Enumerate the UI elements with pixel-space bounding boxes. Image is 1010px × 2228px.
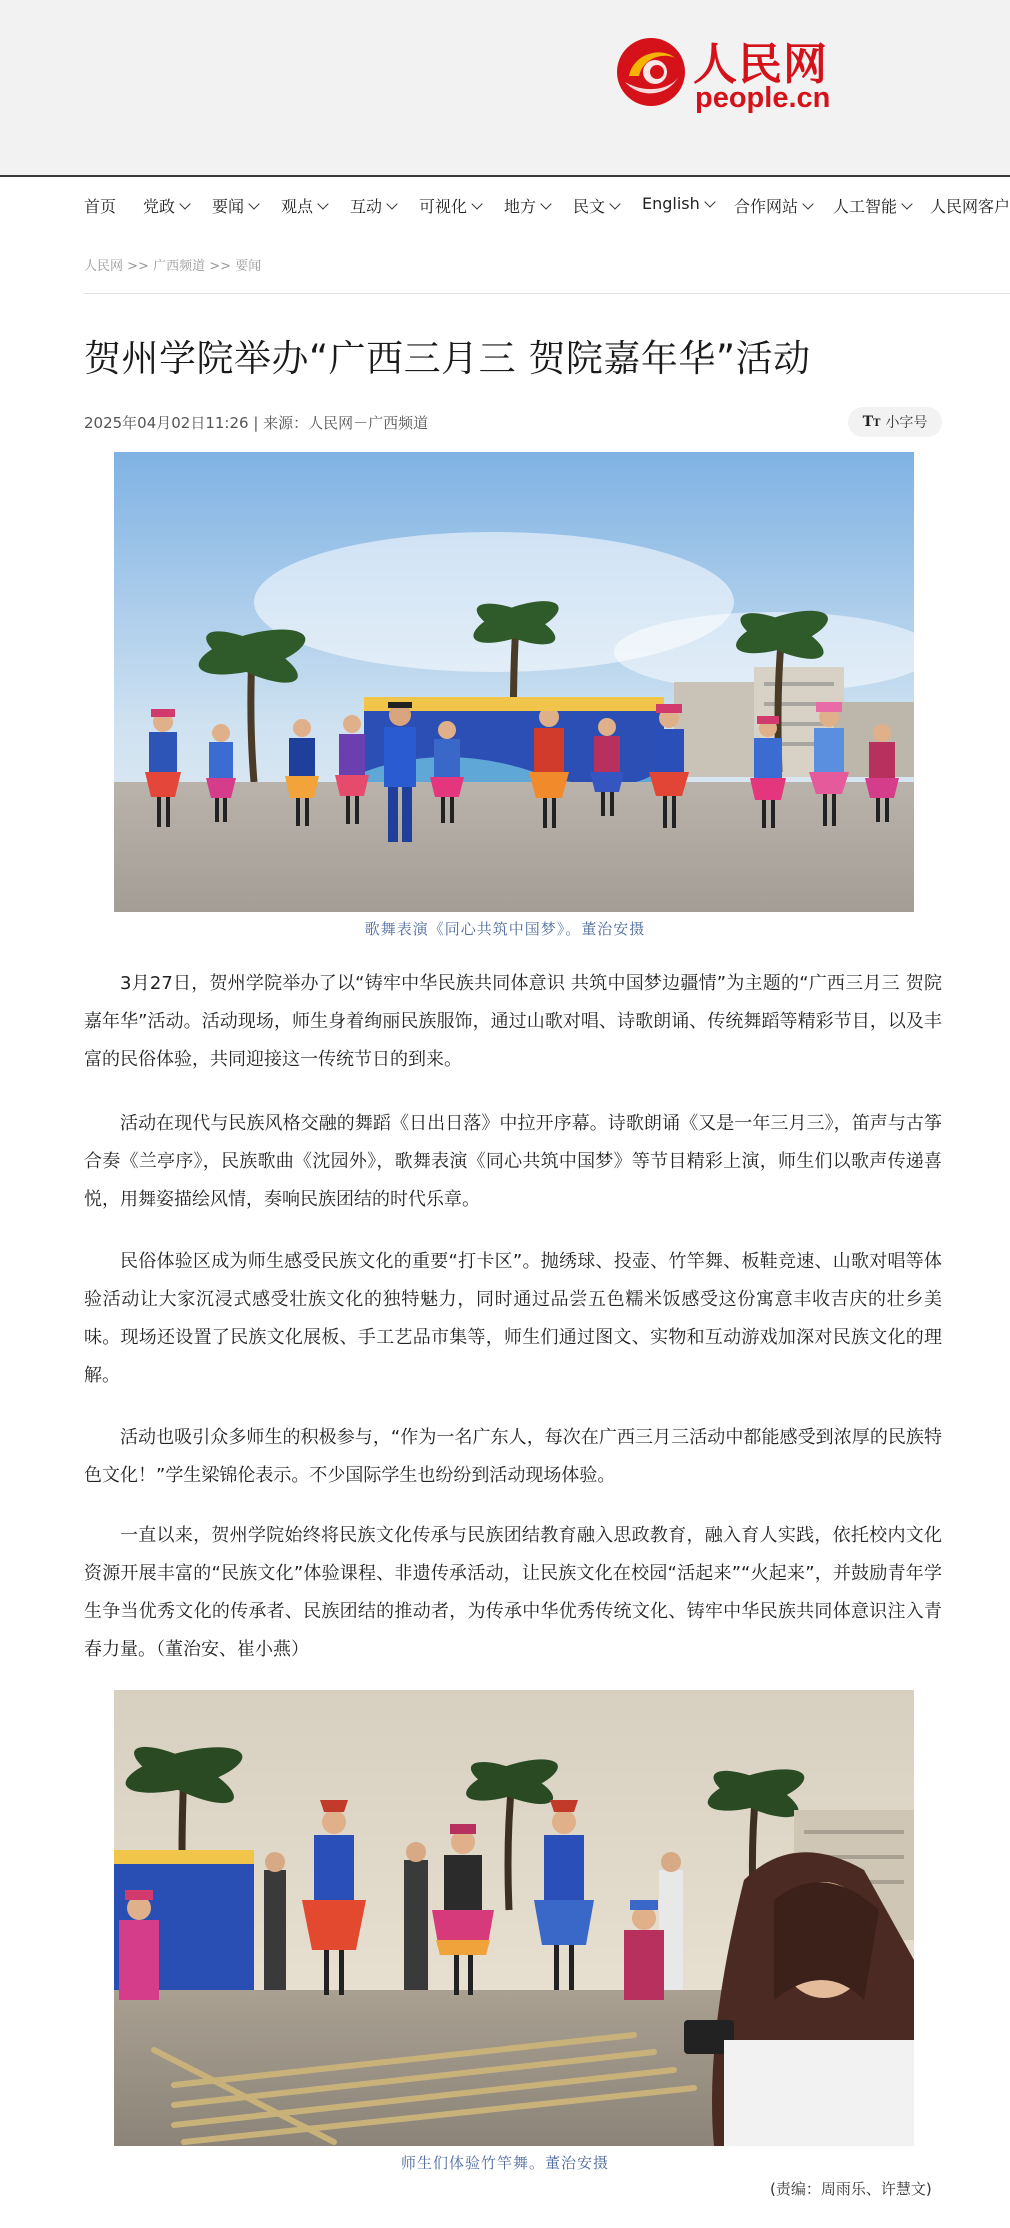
photo-caption: 师生们体验竹竿舞。董治安摄 [400, 2154, 609, 2172]
article-paragraph: 活动在现代与民族风格交融的舞蹈《日出日落》中拉开序幕。诗歌朗诵《又是一年三月三》，笛声与古筝合奏《兰亭序》，民族歌曲《沈园外》，歌舞表演《同心共筑中国梦》等节目精彩上演，师生们以歌声传递喜悦，用舞姿描绘风情，奏响民族团结的时代乐章。 [84, 1113, 942, 1210]
nav-item-partners[interactable] [734, 194, 812, 217]
breadcrumb [84, 255, 261, 274]
article-paragraph: 3月27日，贺州学院举办了以“铸牢中华民族共同体意识 共筑中国梦边疆情”为主题的“广西三月三 贺院嘉年华”活动。活动现场，师生身着绚丽民族服饰，通过山歌对唱、诗歌朗诵、传统舞蹈等精彩节目，以及丰富的民俗体验，共同迎接这一传统节日的到来。 [84, 973, 942, 1070]
chevron-down-icon [609, 198, 620, 209]
nav-item-minwen[interactable] [573, 194, 619, 217]
chevron-down-icon [540, 198, 551, 209]
breadcrumb-link-news[interactable]: 要闻 [235, 259, 262, 274]
article-paragraph: 活动也吸引众多师生的积极参与，“作为一名广东人，每次在广西三月三活动中都能感受到浓厚的民族特色文化！”学生梁锦伦表示。不少国际学生也纷纷到活动现场体验。 [84, 1427, 942, 1486]
nav-item-english[interactable] [642, 194, 714, 213]
font-size-toggle-button[interactable] [848, 407, 942, 437]
logo-english-text: people.cn [695, 82, 831, 114]
nav-item-visual[interactable] [419, 194, 481, 217]
nav-item-label: 要闻 [212, 197, 245, 216]
article-meta: 2025年04月02日11:26 | 来源：人民网－广西频道 [84, 414, 429, 432]
breadcrumb-separator: >> [209, 259, 232, 274]
dance-performance-photo-icon [114, 452, 914, 912]
site-header [0, 0, 1010, 177]
nav-item-label: 地方 [504, 197, 537, 216]
font-size-toggle-label: 小字号 [885, 415, 928, 431]
nav-item-label: 互动 [350, 197, 383, 216]
breadcrumb-link-guangxi[interactable]: 广西频道 [153, 259, 206, 274]
chevron-down-icon [179, 198, 190, 209]
people-cn-logo[interactable] [615, 30, 835, 120]
nav-item-client[interactable] [930, 194, 1010, 217]
nav-item-interact[interactable] [350, 194, 396, 217]
nav-item-opinion[interactable] [281, 194, 327, 217]
nav-item-label: 民文 [573, 197, 606, 216]
chevron-down-icon [704, 196, 715, 207]
article-photo-bamboo-dance [114, 1690, 914, 2146]
text-size-icon: TT [862, 414, 881, 430]
nav-item-label: 观点 [281, 197, 314, 216]
nav-item-news[interactable] [212, 194, 258, 217]
breadcrumb-divider [84, 293, 1010, 294]
article-paragraph: 一直以来，贺州学院始终将民族文化传承与民族团结教育融入思政教育，融入育人实践，依托校内文化资源开展丰富的“民族文化”体验课程、非遗传承活动，让民族文化在校园“活起来”“火起来”，并鼓励青年学生争当优秀文化的传承者、民族团结的推动者，为传承中华优秀传统文化、铸牢中华民族共同体意识注入青春力量。（董治安、崔小燕） [84, 1525, 942, 1660]
nav-item-ai[interactable] [833, 194, 911, 217]
logo-mark-icon [615, 36, 687, 108]
logo-chinese-text: 人民网 [693, 39, 828, 90]
nav-item-label: 人工智能 [833, 197, 898, 216]
nav-item-party[interactable] [143, 194, 189, 217]
breadcrumb-separator: >> [127, 259, 149, 274]
breadcrumb-link-people[interactable]: 人民网 [84, 259, 124, 274]
page-title: 贺州学院举办“广西三月三 贺院嘉年华”活动 [84, 337, 811, 380]
nav-item-local[interactable] [504, 194, 550, 217]
chevron-down-icon [317, 198, 328, 209]
chevron-down-icon [248, 198, 259, 209]
bamboo-dance-photo-icon [114, 1690, 914, 2146]
chevron-down-icon [901, 198, 912, 209]
nav-item-label: 可视化 [419, 197, 468, 216]
nav-item-label: 人民网客户 [930, 197, 1010, 216]
nav-item-label: 合作网站 [734, 197, 799, 216]
nav-item-home[interactable] [84, 194, 116, 217]
nav-item-label: 党政 [143, 197, 176, 216]
nav-item-label: 首页 [84, 197, 117, 216]
editor-credit: (责编：周雨乐、许慧文) [770, 2180, 932, 2198]
chevron-down-icon [471, 198, 482, 209]
chevron-down-icon [802, 198, 813, 209]
nav-item-label: English [642, 194, 700, 213]
main-nav [0, 179, 1010, 233]
article-paragraph: 民俗体验区成为师生感受民族文化的重要“打卡区”。抛绣球、投壶、竹竿舞、板鞋竞速、山歌对唱等体验活动让大家沉浸式感受壮族文化的独特魅力，同时通过品尝五色糯米饭感受这份寓意丰收吉庆的壮乡美味。现场还设置了民族文化展板、手工艺品市集等，师生们通过图文、实物和互动游戏加深对民族文化的理解。 [84, 1251, 942, 1386]
article-photo-dance [114, 452, 914, 912]
chevron-down-icon [386, 198, 397, 209]
photo-caption: 歌舞表演《同心共筑中国梦》。董治安摄 [364, 920, 646, 938]
